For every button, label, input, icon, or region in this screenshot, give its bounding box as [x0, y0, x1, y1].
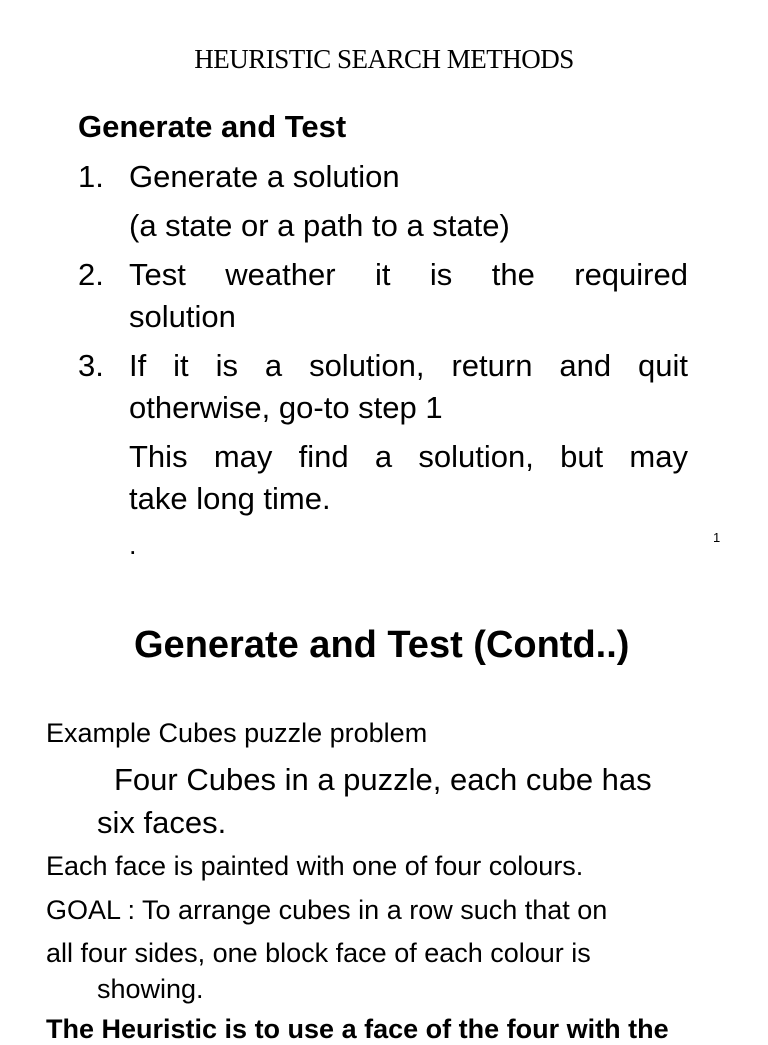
step-2-number: 2. [78, 257, 104, 292]
step-2-text-line-2: solution [129, 299, 236, 334]
cut-off-line: The Heuristic is to use a face of the four with the [46, 1014, 669, 1044]
note-line-1: This may find a solution, but may [129, 439, 688, 474]
example-heading: Example Cubes puzzle problem [46, 718, 428, 748]
note-line-2: take long time. [129, 481, 331, 516]
slide-2-title: Generate and Test (Contd..) [134, 624, 630, 666]
step-1-number: 1. [78, 159, 104, 194]
sides-line-1: all four sides, one block face of each colour is [46, 938, 591, 968]
section-title: Generate and Test [78, 109, 347, 144]
step-1-subtext: (a state or a path to a state) [129, 208, 510, 243]
trailing-dot: . [129, 530, 137, 560]
page-header: HEURISTIC SEARCH METHODS [194, 44, 574, 74]
step-2-text-line-1: Test weather it is the required [129, 257, 688, 292]
sides-line-2: showing. [97, 974, 204, 1004]
step-3-text-line-2: otherwise, go-to step 1 [129, 390, 443, 425]
goal-line: GOAL : To arrange cubes in a row such that on [46, 895, 608, 925]
step-3-text-line-1: If it is a solution, return and quit [129, 348, 688, 383]
puzzle-line-2: six faces. [97, 805, 227, 840]
puzzle-line-1: Four Cubes in a puzzle, each cube has [114, 762, 652, 797]
step-3-number: 3. [78, 348, 104, 383]
step-1-text: Generate a solution [129, 159, 400, 194]
slide-number: 1 [713, 530, 721, 545]
painted-line: Each face is painted with one of four colours. [46, 851, 584, 881]
